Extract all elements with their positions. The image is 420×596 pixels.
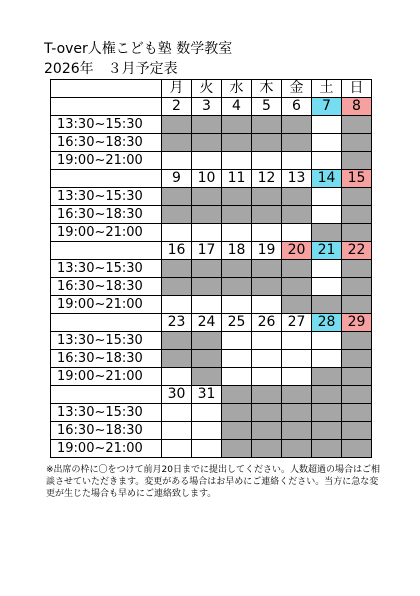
unavailable-slot-cell	[222, 440, 252, 458]
attendance-slot-cell[interactable]	[282, 332, 312, 350]
unavailable-slot-cell	[192, 116, 222, 134]
unavailable-slot-cell	[342, 332, 372, 350]
date-cell: 24	[192, 314, 222, 332]
date-cell: 26	[252, 314, 282, 332]
attendance-slot-cell[interactable]	[222, 224, 252, 242]
time-slot-label: 19:00~21:00	[51, 368, 162, 386]
time-slot-label: 16:30~18:30	[51, 422, 162, 440]
time-slot-label: 19:00~21:00	[51, 440, 162, 458]
date-row-label	[51, 98, 162, 116]
unavailable-slot-cell	[222, 404, 252, 422]
attendance-slot-cell[interactable]	[192, 404, 222, 422]
weekday-header-4: 金	[282, 80, 312, 98]
date-cell: 12	[252, 170, 282, 188]
attendance-slot-cell[interactable]	[162, 296, 192, 314]
time-slot-row	[51, 152, 372, 170]
unavailable-slot-cell	[282, 206, 312, 224]
time-slot-label: 13:30~15:30	[51, 260, 162, 278]
weekday-header-1: 火	[192, 80, 222, 98]
unavailable-slot-cell	[342, 278, 372, 296]
date-row	[51, 314, 372, 332]
attendance-slot-cell[interactable]	[162, 422, 192, 440]
time-slot-row	[51, 206, 372, 224]
date-cell: 21	[312, 242, 342, 260]
unavailable-slot-cell	[342, 224, 372, 242]
time-slot-row	[51, 188, 372, 206]
date-cell: 27	[282, 314, 312, 332]
weekday-header-0: 月	[162, 80, 192, 98]
unavailable-slot-cell	[222, 188, 252, 206]
attendance-slot-cell[interactable]	[312, 116, 342, 134]
date-cell	[312, 386, 342, 404]
date-cell: 7	[312, 98, 342, 116]
weekday-header-row	[51, 80, 372, 98]
unavailable-slot-cell	[192, 350, 222, 368]
unavailable-slot-cell	[282, 278, 312, 296]
unavailable-slot-cell	[312, 404, 342, 422]
date-cell: 23	[162, 314, 192, 332]
unavailable-slot-cell	[192, 332, 222, 350]
attendance-slot-cell[interactable]	[162, 368, 192, 386]
unavailable-slot-cell	[282, 116, 312, 134]
unavailable-slot-cell	[252, 260, 282, 278]
attendance-slot-cell[interactable]	[312, 152, 342, 170]
date-row-label	[51, 170, 162, 188]
date-cell: 8	[342, 98, 372, 116]
time-slot-label: 19:00~21:00	[51, 296, 162, 314]
time-slot-row	[51, 278, 372, 296]
attendance-slot-cell[interactable]	[192, 422, 222, 440]
attendance-slot-cell[interactable]	[162, 404, 192, 422]
unavailable-slot-cell	[342, 116, 372, 134]
unavailable-slot-cell	[312, 296, 342, 314]
date-cell: 5	[252, 98, 282, 116]
unavailable-slot-cell	[282, 440, 312, 458]
unavailable-slot-cell	[312, 422, 342, 440]
attendance-slot-cell[interactable]	[312, 206, 342, 224]
unavailable-slot-cell	[342, 260, 372, 278]
time-slot-label: 13:30~15:30	[51, 188, 162, 206]
time-slot-row	[51, 116, 372, 134]
date-row	[51, 170, 372, 188]
page-title: T-over人権こども塾 数学教室	[44, 41, 233, 57]
date-cell: 10	[192, 170, 222, 188]
unavailable-slot-cell	[282, 134, 312, 152]
date-cell: 6	[282, 98, 312, 116]
weekday-header-6: 日	[342, 80, 372, 98]
attendance-slot-cell[interactable]	[192, 152, 222, 170]
date-cell: 13	[282, 170, 312, 188]
attendance-slot-cell[interactable]	[282, 152, 312, 170]
unavailable-slot-cell	[222, 422, 252, 440]
unavailable-slot-cell	[162, 332, 192, 350]
unavailable-slot-cell	[192, 134, 222, 152]
date-cell: 20	[282, 242, 312, 260]
unavailable-slot-cell	[222, 116, 252, 134]
unavailable-slot-cell	[162, 260, 192, 278]
date-cell	[222, 386, 252, 404]
date-cell: 19	[252, 242, 282, 260]
date-row	[51, 386, 372, 404]
attendance-slot-cell[interactable]	[162, 440, 192, 458]
date-cell: 28	[312, 314, 342, 332]
attendance-slot-cell[interactable]	[312, 260, 342, 278]
attendance-slot-cell[interactable]	[222, 350, 252, 368]
unavailable-slot-cell	[222, 260, 252, 278]
time-slot-label: 16:30~18:30	[51, 278, 162, 296]
time-slot-label: 13:30~15:30	[51, 116, 162, 134]
time-slot-label: 16:30~18:30	[51, 206, 162, 224]
unavailable-slot-cell	[342, 422, 372, 440]
time-slot-row	[51, 368, 372, 386]
unavailable-slot-cell	[162, 350, 192, 368]
time-slot-label: 16:30~18:30	[51, 134, 162, 152]
unavailable-slot-cell	[282, 422, 312, 440]
unavailable-slot-cell	[342, 368, 372, 386]
date-cell: 15	[342, 170, 372, 188]
date-cell: 14	[312, 170, 342, 188]
date-cell	[252, 386, 282, 404]
attendance-slot-cell[interactable]	[222, 152, 252, 170]
unavailable-slot-cell	[162, 116, 192, 134]
time-slot-row	[51, 332, 372, 350]
unavailable-slot-cell	[252, 134, 282, 152]
unavailable-slot-cell	[192, 188, 222, 206]
time-slot-row	[51, 134, 372, 152]
time-slot-label: 13:30~15:30	[51, 404, 162, 422]
date-cell	[282, 386, 312, 404]
unavailable-slot-cell	[192, 278, 222, 296]
time-slot-label: 16:30~18:30	[51, 350, 162, 368]
date-cell: 16	[162, 242, 192, 260]
time-slot-row	[51, 422, 372, 440]
attendance-slot-cell[interactable]	[222, 368, 252, 386]
attendance-slot-cell[interactable]	[252, 332, 282, 350]
date-cell: 30	[162, 386, 192, 404]
weekday-header-2: 水	[222, 80, 252, 98]
unavailable-slot-cell	[192, 206, 222, 224]
unavailable-slot-cell	[222, 206, 252, 224]
date-cell: 22	[342, 242, 372, 260]
unavailable-slot-cell	[192, 260, 222, 278]
attendance-slot-cell[interactable]	[252, 152, 282, 170]
attendance-slot-cell[interactable]	[192, 440, 222, 458]
attendance-slot-cell[interactable]	[282, 368, 312, 386]
unavailable-slot-cell	[192, 368, 222, 386]
date-cell: 31	[192, 386, 222, 404]
date-cell: 9	[162, 170, 192, 188]
unavailable-slot-cell	[312, 368, 342, 386]
date-cell	[342, 386, 372, 404]
unavailable-slot-cell	[282, 188, 312, 206]
time-slot-row	[51, 296, 372, 314]
time-slot-label: 19:00~21:00	[51, 224, 162, 242]
attendance-slot-cell[interactable]	[192, 224, 222, 242]
weekday-header-5: 土	[312, 80, 342, 98]
weekday-header-3: 木	[252, 80, 282, 98]
date-row-label	[51, 386, 162, 404]
unavailable-slot-cell	[252, 116, 282, 134]
date-cell: 4	[222, 98, 252, 116]
attendance-slot-cell[interactable]	[282, 350, 312, 368]
attendance-slot-cell[interactable]	[222, 332, 252, 350]
unavailable-slot-cell	[252, 206, 282, 224]
unavailable-slot-cell	[342, 350, 372, 368]
unavailable-slot-cell	[342, 188, 372, 206]
time-slot-row	[51, 350, 372, 368]
unavailable-slot-cell	[342, 134, 372, 152]
attendance-slot-cell[interactable]	[252, 350, 282, 368]
attendance-slot-cell[interactable]	[252, 296, 282, 314]
date-row-label	[51, 314, 162, 332]
schedule-table	[50, 79, 372, 458]
attendance-slot-cell[interactable]	[312, 350, 342, 368]
unavailable-slot-cell	[342, 440, 372, 458]
unavailable-slot-cell	[282, 260, 312, 278]
unavailable-slot-cell	[222, 134, 252, 152]
date-cell: 29	[342, 314, 372, 332]
date-row-label	[51, 242, 162, 260]
attendance-slot-cell[interactable]	[252, 368, 282, 386]
unavailable-slot-cell	[342, 152, 372, 170]
time-slot-row	[51, 224, 372, 242]
time-slot-row	[51, 440, 372, 458]
date-row	[51, 242, 372, 260]
unavailable-slot-cell	[162, 206, 192, 224]
unavailable-slot-cell	[162, 188, 192, 206]
date-row	[51, 98, 372, 116]
time-slot-row	[51, 404, 372, 422]
attendance-slot-cell[interactable]	[192, 296, 222, 314]
unavailable-slot-cell	[252, 422, 282, 440]
unavailable-slot-cell	[342, 206, 372, 224]
attendance-slot-cell[interactable]	[252, 224, 282, 242]
date-cell: 18	[222, 242, 252, 260]
unavailable-slot-cell	[312, 440, 342, 458]
date-cell: 3	[192, 98, 222, 116]
time-slot-label: 19:00~21:00	[51, 152, 162, 170]
page-subtitle: 2026年 ３月予定表	[44, 61, 178, 77]
time-slot-label: 13:30~15:30	[51, 332, 162, 350]
unavailable-slot-cell	[162, 278, 192, 296]
unavailable-slot-cell	[252, 440, 282, 458]
unavailable-slot-cell	[252, 188, 282, 206]
unavailable-slot-cell	[282, 296, 312, 314]
unavailable-slot-cell	[342, 296, 372, 314]
attendance-slot-cell[interactable]	[312, 134, 342, 152]
attendance-slot-cell[interactable]	[312, 278, 342, 296]
unavailable-slot-cell	[282, 404, 312, 422]
unavailable-slot-cell	[342, 404, 372, 422]
unavailable-slot-cell	[252, 278, 282, 296]
attendance-slot-cell[interactable]	[222, 296, 252, 314]
date-cell: 2	[162, 98, 192, 116]
submission-note: ※出席の枠に〇をつけて前月20日までに提出してください。人数超過の場合はご相談させていただきます。変更がある場合はお早めにご連絡ください。当方に急な変更が生じた場合も早めにご連絡致します。	[46, 465, 380, 499]
time-slot-row	[51, 260, 372, 278]
date-cell: 25	[222, 314, 252, 332]
attendance-slot-cell[interactable]	[162, 152, 192, 170]
attendance-slot-cell[interactable]	[282, 224, 312, 242]
unavailable-slot-cell	[312, 224, 342, 242]
unavailable-slot-cell	[162, 134, 192, 152]
header-corner	[51, 80, 162, 98]
date-cell: 11	[222, 170, 252, 188]
attendance-slot-cell[interactable]	[312, 188, 342, 206]
unavailable-slot-cell	[222, 278, 252, 296]
attendance-slot-cell[interactable]	[312, 332, 342, 350]
unavailable-slot-cell	[252, 404, 282, 422]
date-cell: 17	[192, 242, 222, 260]
attendance-slot-cell[interactable]	[162, 224, 192, 242]
